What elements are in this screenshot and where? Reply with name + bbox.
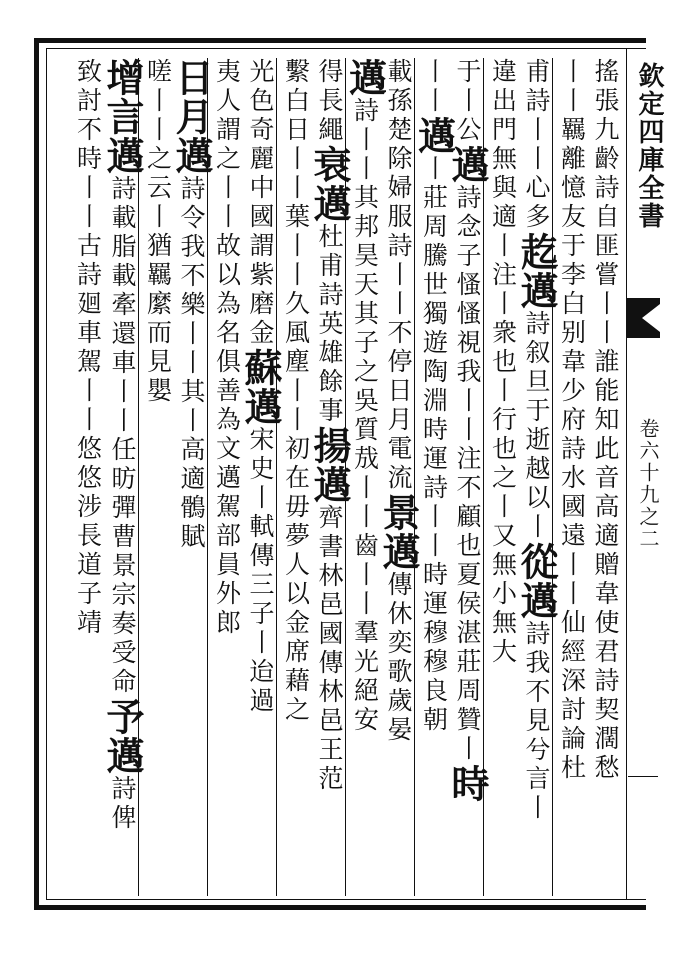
text-column xyxy=(100,58,145,896)
headword: 邁 xyxy=(514,271,559,310)
headword: 邁 xyxy=(307,184,352,223)
headword: 邁 xyxy=(307,465,352,504)
text-run: 夷人謂之丨丨故以為名俱善為文邁駕部員外郎 xyxy=(212,58,242,638)
headword: 景 xyxy=(376,493,421,532)
text-run: 齊書林邑國傳林邑王范 xyxy=(315,504,344,794)
text-run: 詩載脂載牽還車丨丨任昉彈曹景宗奏受命 xyxy=(108,175,137,697)
text-column xyxy=(445,58,490,896)
headword: 邁 xyxy=(514,581,559,620)
headword: 邁 xyxy=(342,58,388,97)
text-run: 丨莊周騰世獨遊陶淵時運詩丨丨時運穆穆良朝 xyxy=(419,155,449,735)
text-run: 詩丨丨其邦昊天其子之吳質㦲丨丨齒丨丨羣光絕安 xyxy=(350,97,380,735)
text-run: 詩我不見兮言丨 xyxy=(522,620,551,823)
text-run: 子靖 xyxy=(73,580,103,638)
headword: 䞘 xyxy=(514,232,559,271)
text-run: 光色奇麗中國謂紫磨金 xyxy=(246,58,275,348)
headword: 邁 xyxy=(169,136,214,175)
text-run: 丨丨 xyxy=(419,58,449,116)
text-column xyxy=(552,58,591,896)
text-run: 詩叙旦于逝越以丨 xyxy=(522,310,551,542)
text-run: 嗟丨丨之云丨猶羈縻而見嬰 xyxy=(143,58,173,406)
text-column xyxy=(307,58,352,896)
headword: 從 xyxy=(514,542,559,581)
text-run: 宋史丨軾傳三子丨迨過 xyxy=(246,426,275,716)
text-run: 詩俾 xyxy=(108,775,137,833)
text-column xyxy=(514,58,559,896)
headword: 邁 xyxy=(238,387,283,426)
margin-volume-label: 卷六十九之二 xyxy=(636,418,660,550)
headword: 日月 xyxy=(169,58,214,136)
text-column xyxy=(586,58,624,896)
text-column xyxy=(276,58,315,896)
text-column xyxy=(411,58,457,896)
text-run: 致討不時丨丨古詩廻車駕丨丨悠悠涉長道 xyxy=(73,58,103,580)
headword: 予 xyxy=(100,697,145,736)
headword: 揚 xyxy=(307,426,352,465)
headword: 邁 xyxy=(100,736,145,775)
text-column xyxy=(207,58,246,896)
text-run: 丨丨羈離憶友于李白别韋少府詩水國遠丨丨仙經深討論杜 xyxy=(557,58,587,783)
text-run: 載孫楚除婦服詩丨丨不停日月電流 xyxy=(384,58,413,493)
headword: 時 xyxy=(445,764,490,803)
text-run: 杜甫詩英雄餘事 xyxy=(315,223,344,426)
text-column xyxy=(69,58,107,896)
text-run: 甫詩丨丨心多 xyxy=(522,58,551,232)
margin-book-title: 欽定四庫全書 xyxy=(634,62,664,230)
text-run: 于丨公 xyxy=(453,58,482,145)
text-run: 得長繩 xyxy=(315,58,344,145)
headword: 邁 xyxy=(411,116,457,155)
margin-rule xyxy=(628,776,658,777)
headword: 衰 xyxy=(307,145,352,184)
fish-tail-mark xyxy=(626,298,660,338)
headword: 邁 xyxy=(445,145,490,184)
text-run: 傳休奕歌歲晏 xyxy=(384,571,413,745)
headword: 增言 xyxy=(100,58,145,136)
text-column xyxy=(376,58,421,896)
headword: 蘇 xyxy=(238,348,283,387)
text-column xyxy=(169,58,214,896)
text-column xyxy=(238,58,283,896)
text-run: 搖張九齡詩自匪嘗丨丨誰能知此音高適贈韋使君詩契濶愁 xyxy=(591,58,620,783)
headword: 邁 xyxy=(376,532,421,571)
text-run: 繫白日丨丨葉丨丨久風塵丨丨初在毋夢人以金席藉之 xyxy=(281,58,311,725)
text-run: 違出門無與適丨注丨衆也丨行也之丨又無小無大 xyxy=(488,58,518,667)
headword: 邁 xyxy=(100,136,145,175)
text-run: 詩令我不樂丨丨其丨高適鶻賦 xyxy=(177,175,206,552)
text-run: 詩念子慅慅視我丨丨注不顧也夏侯湛莊周贊丨 xyxy=(453,184,482,764)
